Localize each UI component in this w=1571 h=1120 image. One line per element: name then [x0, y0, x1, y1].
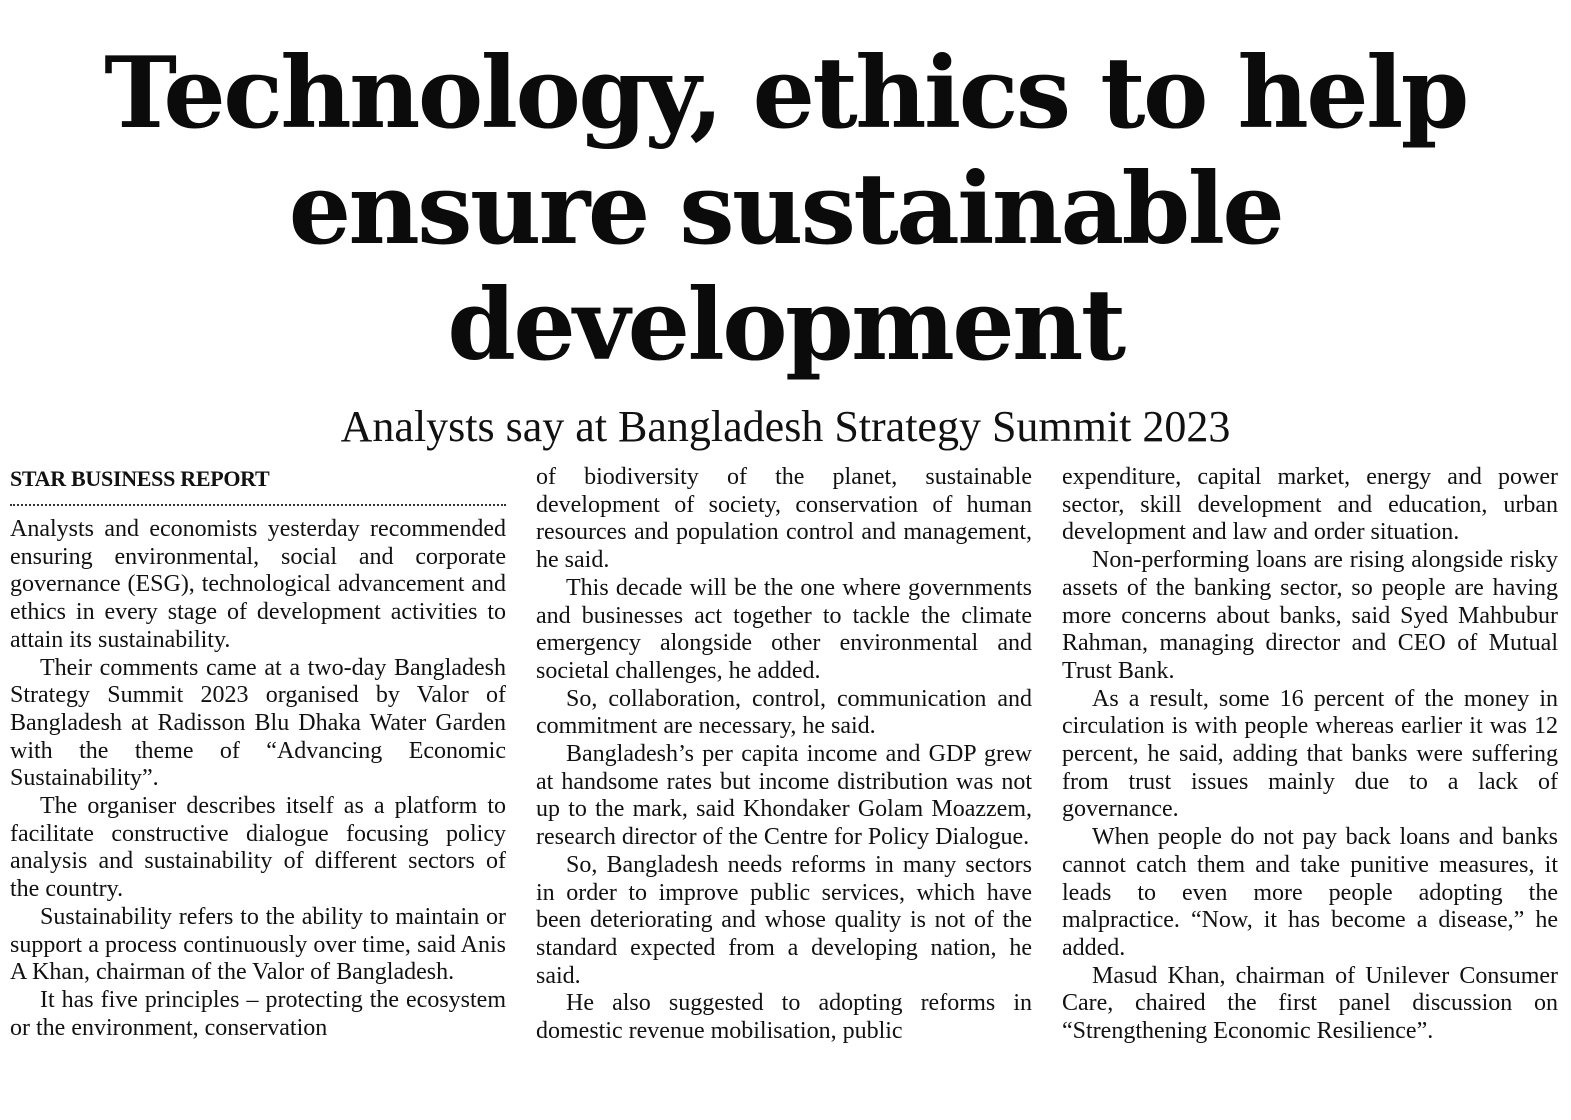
headline: Technology, ethics to help ensure sustainable development — [104, 36, 1467, 383]
paragraph: As a result, some 16 percent of the money in circulation is with people whereas earlier it was 12 percent, he said, adding that banks were suffering from trust issues mainly due to a lack of governance. — [1062, 685, 1558, 823]
paragraph: Sustainability refers to the ability to maintain or support a process continuously over time, said Anis A Khan, chairman of the Valor of Bangladesh. — [10, 903, 506, 986]
paragraph: The organiser describes itself as a platform to facilitate constructive dialogue focusing policy analysis and sustainability of different sectors of the country. — [10, 793, 506, 903]
paragraph: Masud Khan, chairman of Unilever Consumer Care, chaired the first panel discussion on “Strengthening Economic Resilience”. — [1062, 962, 1558, 1045]
subheadline: Analysts say at Bangladesh Strategy Summit 2023 — [340, 402, 1231, 451]
paragraph: Their comments came at a two-day Bangladesh Strategy Summit 2023 organised by Valor of Bangladesh at Radisson Blu Dhaka Water Garden with the theme of “Advancing Economic Sustainability”. — [10, 654, 506, 792]
article-column-3 — [1062, 464, 1558, 1114]
paragraph: When people do not pay back loans and banks cannot catch them and take punitive measures, it leads to even more people adopting the malpractice. “Now, it has become a disease,” he added. — [1062, 824, 1558, 961]
paragraph: So, Bangladesh needs reforms in many sectors in order to improve public services, which have been deteriorating and whose quality is not of the standard expected from a developing nation, he said. — [536, 851, 1032, 989]
paragraph: Non-performing loans are rising alongside risky assets of the banking sector, so people are having more concerns about banks, said Syed Mahbubur Rahman, managing director and CEO of Mutual Trust Bank. — [1062, 547, 1558, 684]
paragraph: expenditure, capital market, energy and power sector, skill development and education, urban development and law and order situation. — [1062, 464, 1558, 546]
byline-divider — [10, 504, 506, 506]
byline: STAR BUSINESS REPORT — [10, 466, 270, 491]
paragraph: of biodiversity of the planet, sustainable development of society, conservation of human resources and population control and management, he said. — [536, 464, 1032, 574]
paragraph: It has five principles – protecting the ecosystem or the environment, conservation — [10, 986, 506, 1041]
article-column-2 — [536, 464, 1032, 1114]
paragraph: Analysts and economists yesterday recommended ensuring environmental, social and corporate governance (ESG), technological advancement and ethics in every stage of development activities to attain its sustainability. — [10, 516, 506, 653]
paragraph: He also suggested to adopting reforms in domestic revenue mobilisation, public — [536, 990, 1032, 1045]
paragraph: So, collaboration, control, communication and commitment are necessary, he said. — [536, 685, 1032, 740]
paragraph: This decade will be the one where governments and businesses act together to tackle the climate emergency alongside other environmental and societal challenges, he added. — [536, 574, 1032, 684]
paragraph: Bangladesh’s per capita income and GDP grew at handsome rates but income distribution was not up to the mark, said Khondaker Golam Moazzem, research director of the Centre for Policy Dialogue. — [536, 741, 1032, 851]
article-column-1 — [10, 464, 506, 1114]
